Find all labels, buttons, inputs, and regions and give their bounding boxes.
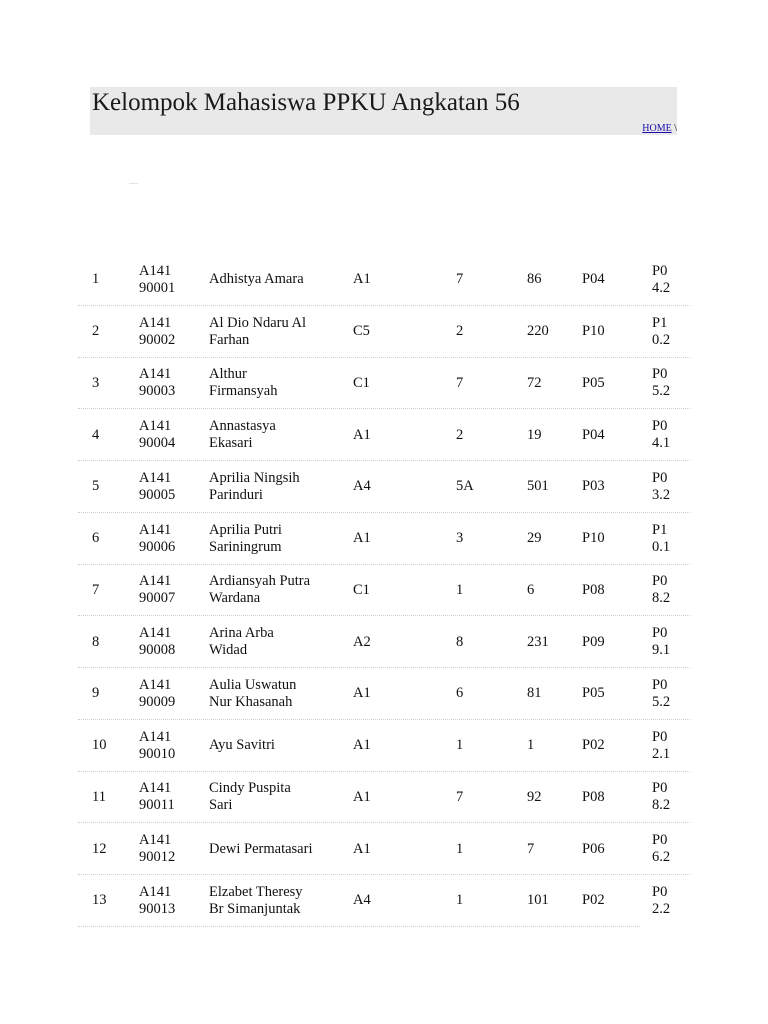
row-number: 6 <box>92 530 100 547</box>
row-number-cell <box>92 668 132 720</box>
class-group-cell <box>353 513 393 565</box>
row-number: 7 <box>92 581 100 598</box>
room-number-cell <box>527 409 567 461</box>
student-id: A141 90006 <box>139 521 176 555</box>
room-number: 86 <box>527 271 542 288</box>
room-number-cell <box>527 565 567 617</box>
student-id: A141 90009 <box>139 676 176 710</box>
class-group: A1 <box>353 271 371 288</box>
subgroup-code-cell <box>652 616 692 668</box>
program-code: P03 <box>582 478 605 495</box>
class-group: A1 <box>353 840 371 857</box>
room-number: 29 <box>527 530 542 547</box>
subgroup-code: P1 0.2 <box>652 314 671 348</box>
table-row <box>78 668 690 720</box>
class-group: A1 <box>353 788 371 805</box>
student-id: A141 90004 <box>139 418 176 452</box>
room-number: 6 <box>527 581 535 598</box>
student-name: Ardiansyah Putra Wardana <box>209 573 311 607</box>
group-number-cell <box>456 306 496 358</box>
student-id: A141 90002 <box>139 314 176 348</box>
room-number: 92 <box>527 788 542 805</box>
student-name-cell <box>209 358 335 410</box>
class-group: C1 <box>353 374 370 391</box>
group-number-cell <box>456 875 496 927</box>
row-number-cell <box>92 772 132 824</box>
subgroup-code-cell <box>652 358 692 410</box>
room-number-cell <box>527 358 567 410</box>
subgroup-code: P0 8.2 <box>652 573 671 607</box>
subgroup-code-cell <box>652 254 692 306</box>
student-id-cell <box>139 668 199 720</box>
divider <box>129 183 138 184</box>
student-id: A141 90003 <box>139 366 176 400</box>
row-number-cell <box>92 823 132 875</box>
subgroup-code: P0 9.1 <box>652 625 671 659</box>
row-number: 4 <box>92 426 100 443</box>
row-number: 13 <box>92 892 107 909</box>
subgroup-code-cell <box>652 668 692 720</box>
program-code: P04 <box>582 271 605 288</box>
program-code-cell <box>582 823 627 875</box>
student-name-cell <box>209 409 335 461</box>
page-header <box>90 87 677 135</box>
class-group: A1 <box>353 426 371 443</box>
room-number-cell <box>527 875 567 927</box>
subgroup-code: P0 2.1 <box>652 728 671 762</box>
subgroup-code: P0 3.2 <box>652 469 671 503</box>
program-code: P10 <box>582 530 605 547</box>
class-group: A1 <box>353 685 371 702</box>
room-number: 72 <box>527 374 542 391</box>
class-group-cell <box>353 875 393 927</box>
student-name: Elzabet Theresy Br Simanjuntak <box>209 883 303 917</box>
room-number-cell <box>527 306 567 358</box>
room-number-cell <box>527 823 567 875</box>
class-group-cell <box>353 616 393 668</box>
program-code: P02 <box>582 892 605 909</box>
table-row <box>78 461 690 513</box>
program-code: P02 <box>582 737 605 754</box>
student-id-cell <box>139 720 199 772</box>
student-id: A141 90011 <box>139 780 175 814</box>
group-number: 7 <box>456 374 464 391</box>
group-number: 1 <box>456 892 464 909</box>
student-name: Adhistya Amara <box>209 271 304 288</box>
subgroup-code: P0 2.2 <box>652 883 671 917</box>
row-number-cell <box>92 875 132 927</box>
class-group: A4 <box>353 478 371 495</box>
room-number-cell <box>527 772 567 824</box>
group-number: 1 <box>456 737 464 754</box>
group-number: 3 <box>456 530 464 547</box>
table-row <box>78 875 690 927</box>
student-name-cell <box>209 616 335 668</box>
class-group: A1 <box>353 530 371 547</box>
class-group-cell <box>353 306 393 358</box>
program-code-cell <box>582 513 627 565</box>
student-name-cell <box>209 254 335 306</box>
breadcrumb <box>642 123 677 135</box>
group-number: 5A <box>456 478 474 495</box>
table-row <box>78 254 690 306</box>
student-id: A141 90005 <box>139 469 176 503</box>
subgroup-code-cell <box>652 306 692 358</box>
program-code: P10 <box>582 323 605 340</box>
table-row <box>78 513 690 565</box>
student-name: Dewi Permatasari <box>209 840 313 857</box>
group-number-cell <box>456 565 496 617</box>
student-id-cell <box>139 565 199 617</box>
room-number-cell <box>527 720 567 772</box>
subgroup-code-cell <box>652 565 692 617</box>
program-code-cell <box>582 720 627 772</box>
room-number-cell <box>527 461 567 513</box>
program-code-cell <box>582 565 627 617</box>
program-code: P08 <box>582 788 605 805</box>
program-code-cell <box>582 409 627 461</box>
group-number-cell <box>456 461 496 513</box>
group-number-cell <box>456 616 496 668</box>
group-number: 2 <box>456 323 464 340</box>
row-number-cell <box>92 358 132 410</box>
group-number: 2 <box>456 426 464 443</box>
room-number: 501 <box>527 478 549 495</box>
group-number-cell <box>456 772 496 824</box>
program-code: P08 <box>582 581 605 598</box>
group-number: 7 <box>456 271 464 288</box>
student-name-cell <box>209 513 335 565</box>
page-title: Kelompok Mahasiswa PPKU Angkatan 56 <box>92 89 520 116</box>
subgroup-code: P0 6.2 <box>652 832 671 866</box>
row-number: 10 <box>92 737 107 754</box>
class-group-cell <box>353 772 393 824</box>
table-row <box>78 823 690 875</box>
table-row <box>78 616 690 668</box>
student-id-cell <box>139 358 199 410</box>
student-id-cell <box>139 616 199 668</box>
student-name-cell <box>209 772 335 824</box>
room-number: 101 <box>527 892 549 909</box>
room-number-cell <box>527 668 567 720</box>
group-number: 7 <box>456 788 464 805</box>
group-number-cell <box>456 513 496 565</box>
student-name: Arina Arba Widad <box>209 625 274 659</box>
subgroup-code: P0 8.2 <box>652 780 671 814</box>
row-number: 1 <box>92 271 100 288</box>
student-name: Ayu Savitri <box>209 737 275 754</box>
group-number-cell <box>456 823 496 875</box>
program-code-cell <box>582 668 627 720</box>
program-code-cell <box>582 306 627 358</box>
group-number: 1 <box>456 581 464 598</box>
program-code-cell <box>582 358 627 410</box>
group-number-cell <box>456 720 496 772</box>
class-group: A1 <box>353 737 371 754</box>
student-name-cell <box>209 875 335 927</box>
room-number: 231 <box>527 633 549 650</box>
student-id-cell <box>139 823 199 875</box>
class-group: A4 <box>353 892 371 909</box>
table-row <box>78 565 690 617</box>
class-group-cell <box>353 720 393 772</box>
class-group: C1 <box>353 581 370 598</box>
student-id-cell <box>139 461 199 513</box>
row-number: 12 <box>92 840 107 857</box>
program-code-cell <box>582 875 627 927</box>
row-number-cell <box>92 306 132 358</box>
group-number-cell <box>456 668 496 720</box>
class-group: C5 <box>353 323 370 340</box>
group-number: 6 <box>456 685 464 702</box>
row-number: 2 <box>92 323 100 340</box>
subgroup-code-cell <box>652 875 692 927</box>
student-id: A141 90012 <box>139 832 176 866</box>
row-number: 8 <box>92 633 100 650</box>
row-number: 11 <box>92 788 106 805</box>
subgroup-code-cell <box>652 409 692 461</box>
student-name-cell <box>209 823 335 875</box>
room-number: 7 <box>527 840 535 857</box>
student-id-cell <box>139 254 199 306</box>
row-number-cell <box>92 409 132 461</box>
class-group-cell <box>353 823 393 875</box>
group-number-cell <box>456 254 496 306</box>
student-name: Aulia Uswatun Nur Khasanah <box>209 676 297 710</box>
student-id: A141 90010 <box>139 728 176 762</box>
student-name: Aprilia Putri Sariningrum <box>209 521 282 555</box>
table-row <box>78 306 690 358</box>
table-row <box>78 409 690 461</box>
class-group-cell <box>353 461 393 513</box>
subgroup-code: P0 4.2 <box>652 262 671 296</box>
student-table <box>78 254 690 927</box>
row-number-cell <box>92 616 132 668</box>
class-group: A2 <box>353 633 371 650</box>
table-row <box>78 358 690 410</box>
program-code-cell <box>582 461 627 513</box>
student-id: A141 90008 <box>139 625 176 659</box>
program-code-cell <box>582 616 627 668</box>
group-number: 1 <box>456 840 464 857</box>
row-number-cell <box>92 461 132 513</box>
program-code: P05 <box>582 374 605 391</box>
class-group-cell <box>353 668 393 720</box>
student-name: Al Dio Ndaru Al Farhan <box>209 314 307 348</box>
program-code: P05 <box>582 685 605 702</box>
group-number-cell <box>456 409 496 461</box>
program-code: P04 <box>582 426 605 443</box>
student-name-cell <box>209 565 335 617</box>
class-group-cell <box>353 409 393 461</box>
student-id: A141 90007 <box>139 573 176 607</box>
student-id: A141 90013 <box>139 883 176 917</box>
group-number: 8 <box>456 633 464 650</box>
subgroup-code-cell <box>652 772 692 824</box>
subgroup-code: P0 5.2 <box>652 366 671 400</box>
class-group-cell <box>353 254 393 306</box>
table-row <box>78 720 690 772</box>
student-name-cell <box>209 668 335 720</box>
student-id-cell <box>139 875 199 927</box>
row-number: 3 <box>92 374 100 391</box>
subgroup-code-cell <box>652 513 692 565</box>
subgroup-code-cell <box>652 823 692 875</box>
row-number-cell <box>92 513 132 565</box>
room-number-cell <box>527 616 567 668</box>
row-number-cell <box>92 565 132 617</box>
student-name: Annastasya Ekasari <box>209 418 276 452</box>
student-name: Althur Firmansyah <box>209 366 278 400</box>
group-number-cell <box>456 358 496 410</box>
program-code-cell <box>582 254 627 306</box>
student-name-cell <box>209 306 335 358</box>
subgroup-code-cell <box>652 720 692 772</box>
program-code-cell <box>582 772 627 824</box>
student-id-cell <box>139 409 199 461</box>
subgroup-code: P0 4.1 <box>652 418 671 452</box>
class-group-cell <box>353 358 393 410</box>
row-number: 9 <box>92 685 100 702</box>
row-number: 5 <box>92 478 100 495</box>
student-id-cell <box>139 306 199 358</box>
room-number: 220 <box>527 323 549 340</box>
room-number-cell <box>527 254 567 306</box>
class-group-cell <box>353 565 393 617</box>
student-name-cell <box>209 461 335 513</box>
program-code: P09 <box>582 633 605 650</box>
row-number-cell <box>92 254 132 306</box>
student-id-cell <box>139 513 199 565</box>
student-name: Cindy Puspita Sari <box>209 780 291 814</box>
table-row <box>78 772 690 824</box>
row-number-cell <box>92 720 132 772</box>
student-id-cell <box>139 772 199 824</box>
room-number: 81 <box>527 685 542 702</box>
student-id: A141 90001 <box>139 262 176 296</box>
program-code: P06 <box>582 840 605 857</box>
subgroup-code: P0 5.2 <box>652 676 671 710</box>
subgroup-code: P1 0.1 <box>652 521 671 555</box>
breadcrumb-separator: \ <box>671 123 677 134</box>
student-name-cell <box>209 720 335 772</box>
subgroup-code-cell <box>652 461 692 513</box>
student-name: Aprilia Ningsih Parinduri <box>209 469 300 503</box>
room-number-cell <box>527 513 567 565</box>
room-number: 19 <box>527 426 542 443</box>
room-number: 1 <box>527 737 535 754</box>
breadcrumb-home-link[interactable]: HOME <box>642 123 672 134</box>
